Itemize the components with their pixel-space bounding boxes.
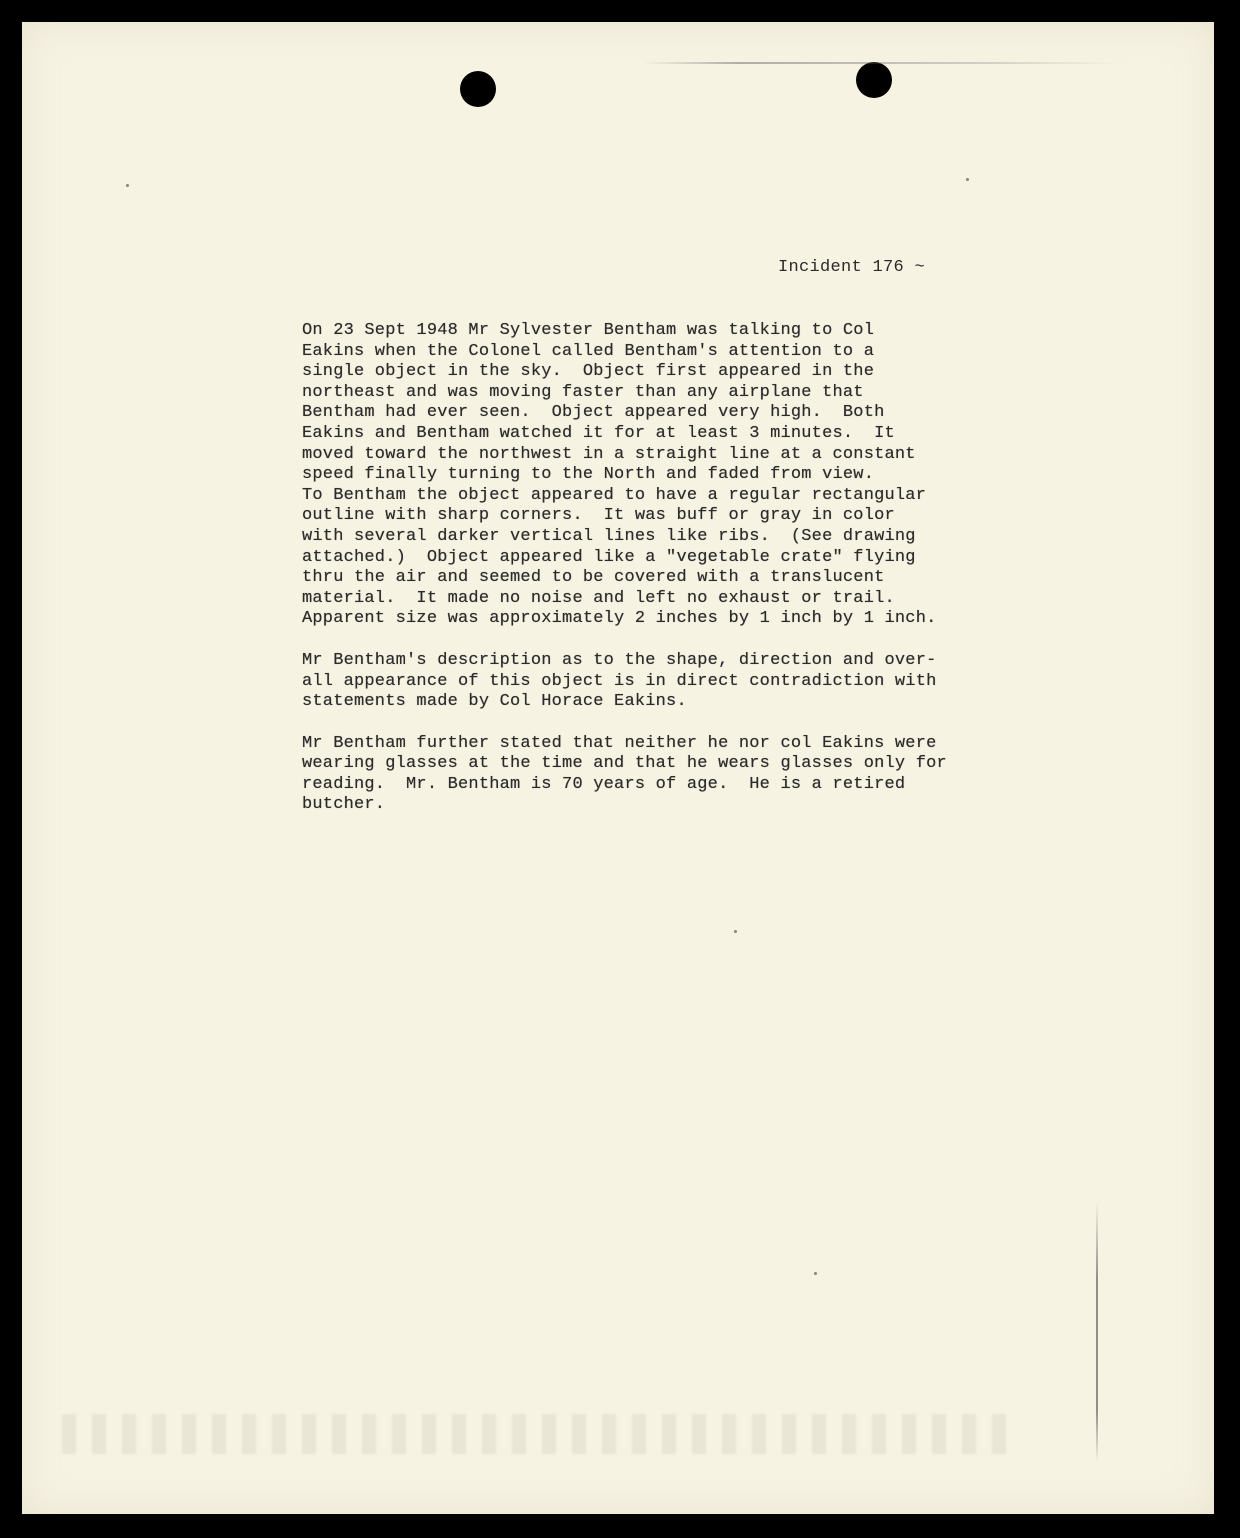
text-line: material. It made no noise and left no exhaust or trail. [302,588,895,608]
paragraph-sighting [302,321,992,630]
text-line: To Bentham the object appeared to have a regular rectangular [302,485,927,505]
paper-speck [126,184,129,187]
text-line: attached.) Object appeared like a "vegetable crate" flying [302,547,916,567]
text-line: statements made by Col Horace Eakins. [302,692,687,712]
text-line: Mr Bentham further stated that neither he nor col Eakins were [302,733,937,753]
text-line: Apparent size was approximately 2 inches by 1 inch by 1 inch. [302,609,937,629]
incident-heading: Incident 176 ~ [778,258,926,277]
bottom-smudge [62,1414,1022,1454]
text-line: Mr Bentham's description as to the shape, direction and over- [302,650,937,670]
text-line: speed finally turning to the North and faded from view. [302,465,875,485]
punch-hole-right [856,62,892,98]
paragraph-contradiction [302,651,992,713]
paper-speck [966,178,969,181]
text-line: Eakins when the Colonel called Bentham's attention to a [302,341,875,361]
text-line: Bentham had ever seen. Object appeared very high. Both [302,403,885,423]
text-line: single object in the sky. Object first appeared in the [302,362,875,382]
text-line: thru the air and seemed to be covered with a translucent [302,568,885,588]
text-line: moved toward the northwest in a straight line at a constant [302,444,916,464]
text-line: all appearance of this object is in direct contradiction with [302,671,937,691]
text-line: reading. Mr. Bentham is 70 years of age. He is a retired [302,774,906,794]
text-line: wearing glasses at the time and that he wears glasses only for [302,754,947,774]
document-page [22,22,1214,1514]
top-scratch-mark [642,62,1122,64]
right-edge-mark [1096,1202,1098,1462]
text-line: butcher. [302,795,386,815]
document-body [302,321,992,837]
paragraph-glasses [302,734,992,816]
paper-speck [734,930,737,933]
text-line: Eakins and Bentham watched it for at least 3 minutes. It [302,423,895,443]
text-line: On 23 Sept 1948 Mr Sylvester Bentham was talking to Col [302,321,875,340]
paper-speck [814,1272,817,1275]
text-line: outline with sharp corners. It was buff or gray in color [302,506,895,526]
text-line: northeast and was moving faster than any airplane that [302,382,864,402]
text-line: with several darker vertical lines like ribs. (See drawing [302,526,916,546]
punch-hole-left [460,71,496,107]
